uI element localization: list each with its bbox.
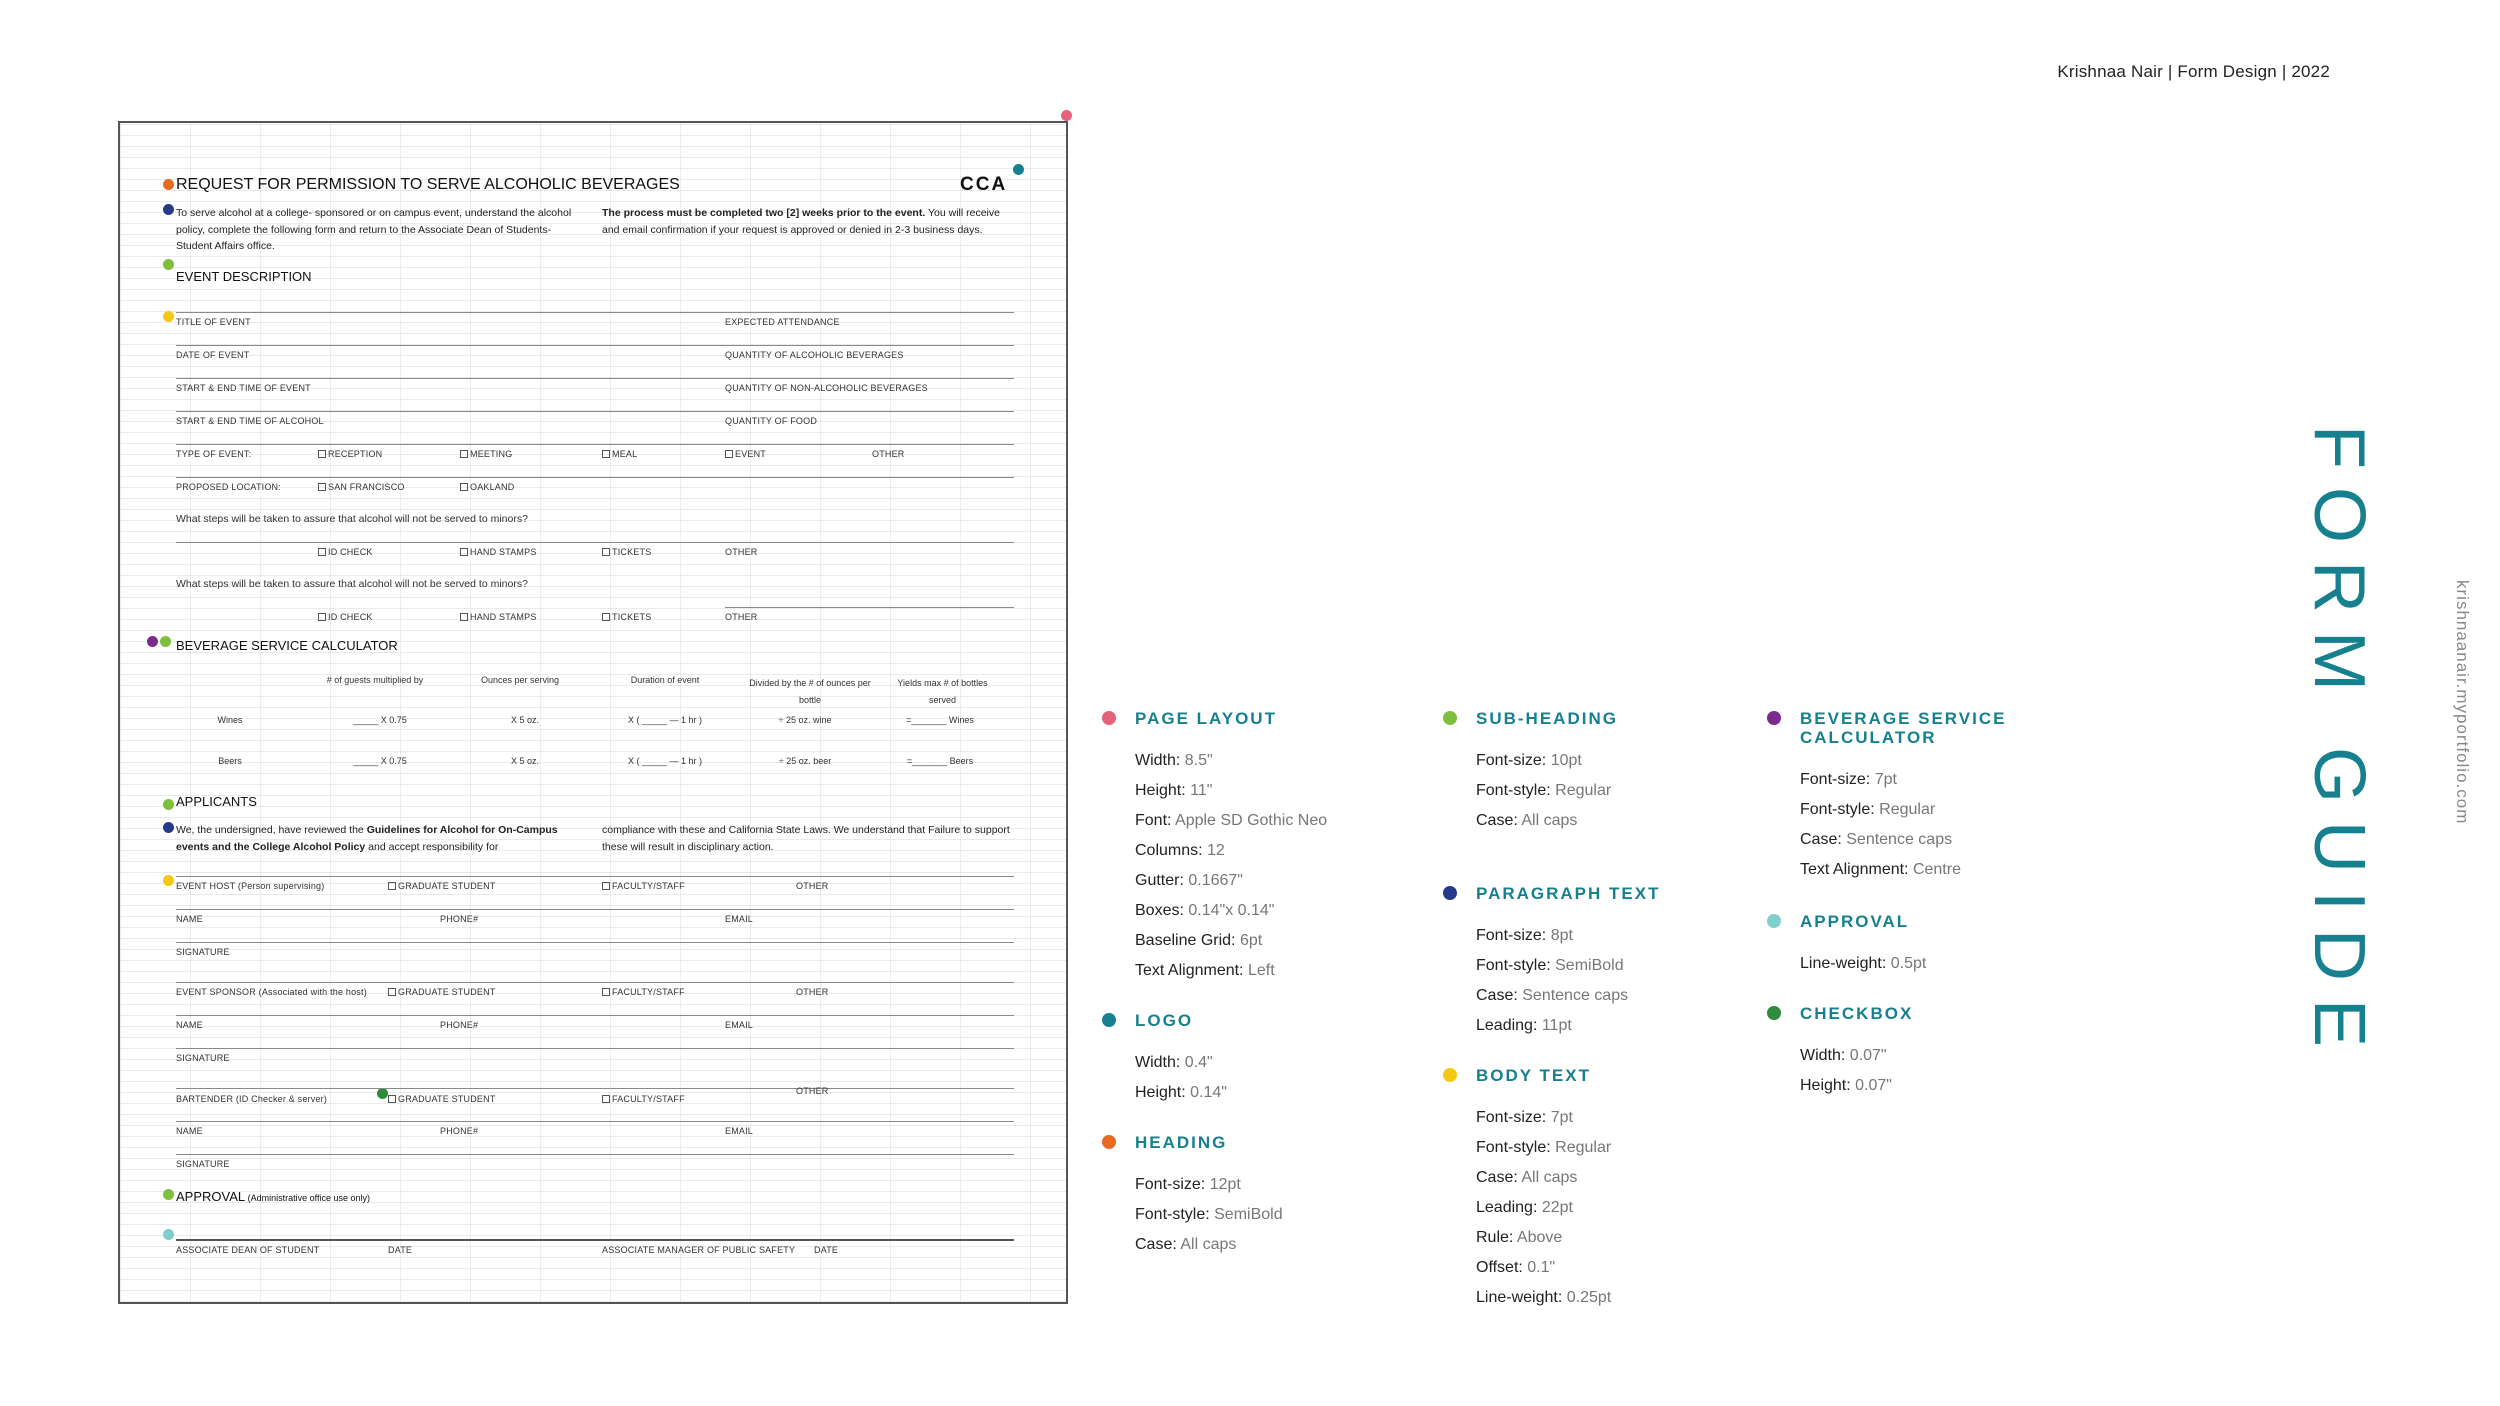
rule [176, 345, 1014, 346]
calc-row-label: Beers [218, 756, 242, 766]
checkbox-label: HAND STAMPS [470, 612, 537, 622]
rule [176, 312, 1014, 313]
spec-value: 0.07" [1845, 1047, 1887, 1064]
checkbox-faculty-staff[interactable] [602, 987, 685, 997]
portfolio-url[interactable]: krishnaanair.myportfolio.com [2453, 580, 2472, 825]
cca-logo: CCA [960, 174, 1008, 195]
rule [176, 909, 1014, 910]
field-phone[interactable]: PHONE# [440, 1020, 479, 1030]
calc-header: Ounces per serving [480, 675, 560, 685]
spec-line [1476, 951, 1660, 981]
guide-body-text [1476, 1066, 1611, 1313]
spec-value: Left [1243, 962, 1275, 979]
rule [176, 411, 1014, 412]
spec-key: Height: [1135, 1084, 1186, 1101]
spec-line [1135, 956, 1327, 986]
guide-heading: HEADING [1135, 1133, 1228, 1152]
calc-ounces: X 5 oz. [510, 756, 539, 766]
checkbox-label: TICKETS [612, 547, 652, 557]
body-dot [1443, 1068, 1457, 1082]
applicants-text: and accept responsibility for [365, 840, 499, 853]
role-note: (Associated with the host) [255, 987, 367, 997]
spec-line [1800, 825, 2030, 855]
spec-line [1135, 896, 1327, 926]
field-sponsor-other[interactable]: OTHER [796, 987, 829, 997]
approval-dot [1767, 914, 1781, 928]
intro-right [602, 205, 1012, 238]
paragraph-marker-dot [163, 204, 174, 215]
field-start-end-event[interactable]: START & END TIME OF EVENT [176, 383, 311, 393]
heading-marker-dot [163, 179, 174, 190]
field-expected-attendance[interactable]: EXPECTED ATTENDANCE [725, 317, 840, 327]
checkbox-dot [1767, 1006, 1781, 1020]
field-type-other[interactable]: OTHER [872, 449, 905, 459]
approval-marker-dot [163, 1229, 174, 1240]
guide-paragraph-text [1476, 884, 1660, 1041]
spec-value: 10pt [1546, 752, 1582, 769]
spec-line [1476, 921, 1660, 951]
checkbox-box[interactable] [602, 988, 610, 996]
calc-divisor: ÷ 25 oz. wine [778, 715, 832, 725]
field-name[interactable]: NAME [176, 914, 203, 924]
field-signature[interactable]: SIGNATURE [176, 1053, 230, 1063]
checkbox-box[interactable] [725, 450, 733, 458]
logo-dot [1102, 1013, 1116, 1027]
spec-key: Width: [1800, 1047, 1846, 1064]
spec-key: Font: [1135, 812, 1172, 829]
field-qty-alcoholic[interactable]: QUANTITY OF ALCOHOLIC BEVERAGES [725, 350, 904, 360]
guide-heading: CHECKBOX [1800, 1004, 1914, 1023]
guide-heading: BEVERAGE SERVICE CALCULATOR [1800, 709, 2007, 747]
checkbox-meeting[interactable] [460, 449, 512, 459]
field-qty-food[interactable]: QUANTITY OF FOOD [725, 416, 818, 426]
spec-key: Font-style: [1476, 1139, 1551, 1156]
guide-heading: BODY TEXT [1476, 1066, 1591, 1085]
spec-value: All caps [1176, 1236, 1237, 1253]
spec-value: Above [1513, 1229, 1563, 1246]
spec-value: Regular [1874, 801, 1936, 818]
body-marker-dot [163, 311, 174, 322]
checkbox-faculty-staff[interactable] [602, 881, 685, 891]
field-qty-non-alcoholic[interactable]: QUANTITY OF NON-ALCOHOLIC BEVERAGES [725, 383, 928, 393]
spec-line [1135, 746, 1327, 776]
spec-line [1135, 1230, 1283, 1260]
spec-key: Case: [1800, 831, 1842, 848]
spec-line [1800, 1041, 1913, 1071]
field-host-other[interactable]: OTHER [796, 881, 829, 891]
checkbox-box[interactable] [318, 548, 326, 556]
checkbox-box[interactable] [602, 548, 610, 556]
spec-key: Height: [1135, 782, 1186, 799]
spec-key: Font-size: [1476, 1109, 1547, 1126]
spec-key: Line-weight: [1476, 1289, 1563, 1306]
field-manager-date[interactable]: DATE [814, 1245, 839, 1255]
spec-line [1476, 1133, 1611, 1163]
checkbox-box[interactable] [460, 450, 468, 458]
spec-line [1135, 836, 1327, 866]
spec-key: Font-style: [1476, 782, 1551, 799]
logo-marker-dot [1013, 164, 1024, 175]
steps-question: What steps will be taken to assure that alcohol will not be served to minors? [176, 513, 528, 525]
guide-logo [1135, 1011, 1227, 1108]
label-type-of-event: TYPE OF EVENT: [176, 449, 252, 459]
heading-dot [1102, 1135, 1116, 1149]
checkbox-box[interactable] [602, 450, 610, 458]
sub-heading-dot [1443, 711, 1457, 725]
checkbox-label: ID CHECK [328, 612, 373, 622]
calc-row-label: Wines [217, 715, 243, 725]
spec-line [1476, 1283, 1611, 1313]
guide-approval [1800, 912, 1926, 979]
body-marker-dot [163, 875, 174, 886]
rule [176, 542, 1014, 543]
checkbox-box[interactable] [602, 882, 610, 890]
spec-line [1476, 1193, 1611, 1223]
field-phone[interactable]: PHONE# [440, 1126, 479, 1136]
field-steps-other[interactable]: OTHER [725, 612, 758, 622]
checkbox-label: HAND STAMPS [470, 547, 537, 557]
rule [725, 607, 1014, 608]
spec-value: 0.25pt [1562, 1289, 1612, 1306]
label-proposed-location: PROPOSED LOCATION: [176, 482, 281, 492]
checkbox-label: RECEPTION [328, 449, 383, 459]
checkbox-graduate-student[interactable] [388, 987, 496, 997]
label-event-host [176, 881, 324, 891]
spec-key: Font-size: [1476, 752, 1547, 769]
field-start-end-alcohol[interactable]: START & END TIME OF ALCOHOL [176, 416, 324, 426]
approval-title: APPROVAL [176, 1189, 246, 1204]
checkbox-label: FACULTY/STAFF [612, 1094, 685, 1104]
checkbox-box[interactable] [460, 483, 468, 491]
rule [176, 1154, 1014, 1155]
spec-line [1476, 1163, 1611, 1193]
subheading-marker-dot [163, 259, 174, 270]
label-event-sponsor [176, 987, 367, 997]
rule [176, 378, 1014, 379]
approval-rule [176, 1239, 1014, 1241]
spec-key: Font-style: [1800, 801, 1875, 818]
spec-value: 0.14" [1185, 1084, 1227, 1101]
checkbox-oakland[interactable] [460, 482, 514, 492]
guide-heading: PAGE LAYOUT [1135, 709, 1277, 728]
spec-line [1135, 776, 1327, 806]
spec-value: 0.14"x 0.14" [1183, 902, 1275, 919]
spec-line [1135, 1048, 1227, 1078]
field-name[interactable]: NAME [176, 1126, 203, 1136]
section-applicants: APPLICANTS [176, 794, 257, 809]
calc-guests-input[interactable]: _____ X 0.75 [353, 756, 407, 766]
rule [176, 444, 1014, 445]
spec-line [1800, 1071, 1913, 1101]
spec-line [1476, 746, 1618, 776]
checkbox-label: GRADUATE STUDENT [398, 1094, 496, 1104]
checkbox-label: FACULTY/STAFF [612, 987, 685, 997]
spec-value: 0.1667" [1183, 872, 1243, 889]
role-label: EVENT SPONSOR [176, 987, 256, 997]
checkbox-box[interactable] [318, 613, 326, 621]
guide-heading: PARAGRAPH TEXT [1476, 884, 1661, 903]
spec-value: 8pt [1546, 927, 1573, 944]
spec-value: 22pt [1537, 1199, 1573, 1216]
spec-key: Case: [1135, 1236, 1177, 1253]
spec-value: Sentence caps [1841, 831, 1953, 848]
section-event-description: EVENT DESCRIPTION [176, 269, 312, 284]
checkbox-label: FACULTY/STAFF [612, 881, 685, 891]
checkbox-label: ID CHECK [328, 547, 373, 557]
guide-heading-spec [1135, 1133, 1283, 1260]
spec-value: 0.1" [1522, 1259, 1556, 1276]
spec-key: Boxes: [1135, 902, 1184, 919]
spec-key: Case: [1476, 987, 1518, 1004]
rule [176, 477, 1014, 478]
calc-duration-input[interactable]: X ( _____ — 1 hr ) [627, 756, 703, 766]
guide-sub-heading [1476, 709, 1618, 836]
checkbox-meal[interactable] [602, 449, 637, 459]
spec-value: All caps [1517, 1169, 1578, 1186]
rule [176, 982, 1014, 983]
field-signature[interactable]: SIGNATURE [176, 1159, 230, 1169]
spec-value: 0.5pt [1886, 955, 1927, 972]
spec-key: Columns: [1135, 842, 1203, 859]
field-steps-other[interactable]: OTHER [725, 547, 758, 557]
checkbox-box[interactable] [388, 882, 396, 890]
checkbox-label: GRADUATE STUDENT [398, 881, 496, 891]
checkbox-marker-dot [377, 1088, 388, 1099]
guide-heading: APPROVAL [1800, 912, 1910, 931]
field-date-of-event[interactable]: DATE OF EVENT [176, 350, 250, 360]
field-phone[interactable]: PHONE# [440, 914, 479, 924]
rule [176, 876, 1014, 877]
calc-guests-input[interactable]: _____ X 0.75 [353, 715, 407, 725]
checkbox-label: GRADUATE STUDENT [398, 987, 496, 997]
calc-divisor: ÷ 25 oz. beer [778, 756, 832, 766]
spec-value: Regular [1550, 782, 1612, 799]
rule [176, 1088, 1014, 1089]
calculator-marker-dot [147, 636, 158, 647]
label-bartender [176, 1094, 327, 1104]
spec-line [1135, 1200, 1283, 1230]
spec-line [1135, 1078, 1227, 1108]
spec-line [1800, 855, 2030, 885]
spec-value: Apple SD Gothic Neo [1171, 812, 1328, 829]
spec-value: 12 [1202, 842, 1225, 859]
spec-key: Font-style: [1476, 957, 1551, 974]
spec-line [1800, 949, 1926, 979]
checkbox-hand-stamps[interactable] [460, 547, 537, 557]
checkbox-label: SAN FRANCISCO [328, 482, 405, 492]
form-guide-title: FORM GUIDE [2299, 425, 2379, 1065]
checkbox-box[interactable] [318, 450, 326, 458]
role-label: EVENT HOST [176, 881, 236, 891]
spec-line [1135, 926, 1327, 956]
checkbox-reception[interactable] [318, 449, 382, 459]
field-signature[interactable]: SIGNATURE [176, 947, 230, 957]
spec-key: Leading: [1476, 1199, 1538, 1216]
field-name[interactable]: NAME [176, 1020, 203, 1030]
applicants-right: compliance with these and California State Laws. We understand that Failure to support these will result in disciplinary action. [602, 824, 1010, 853]
checkbox-label: EVENT [735, 449, 767, 459]
checkbox-box[interactable] [460, 548, 468, 556]
spec-line [1476, 1223, 1611, 1253]
checkbox-id-check[interactable] [318, 612, 373, 622]
spec-value: SemiBold [1209, 1206, 1283, 1223]
field-email[interactable]: EMAIL [725, 914, 754, 924]
spec-key: Font-style: [1135, 1206, 1210, 1223]
spec-key: Font-size: [1800, 771, 1871, 788]
checkbox-hand-stamps[interactable] [460, 612, 537, 622]
checkbox-box[interactable] [602, 1095, 610, 1103]
calc-duration-input[interactable]: X ( _____ — 1 hr ) [627, 715, 703, 725]
guide-checkbox [1800, 1004, 1913, 1101]
field-title-of-event[interactable]: TITLE OF EVENT [176, 317, 251, 327]
field-associate-manager[interactable]: ASSOCIATE MANAGER OF PUBLIC SAFETY [602, 1245, 796, 1255]
page-layout-marker-dot [1061, 110, 1072, 121]
checkbox-tickets[interactable] [602, 547, 651, 557]
spec-value: 11pt [1537, 1017, 1572, 1034]
spec-key: Height: [1800, 1077, 1851, 1094]
checkbox-label: OAKLAND [470, 482, 515, 492]
checkbox-box[interactable] [602, 613, 610, 621]
spec-value: Sentence caps [1517, 987, 1629, 1004]
intro-right-text: You will receive and email confirmation if your request is approved or denied in 2-3 business days. [602, 207, 1000, 236]
field-associate-dean[interactable]: ASSOCIATE DEAN OF STUDENT [176, 1245, 320, 1255]
calc-ounces: X 5 oz. [510, 715, 539, 725]
paragraph-marker-dot [163, 822, 174, 833]
spec-line [1476, 1103, 1611, 1133]
spec-value: 0.07" [1850, 1077, 1892, 1094]
applicants-text: We, the undersigned, have reviewed the [176, 824, 367, 836]
calculator-dot [1767, 711, 1781, 725]
spec-key: Font-size: [1135, 1176, 1206, 1193]
spec-value: 11" [1185, 782, 1213, 799]
subheading-marker-dot [163, 799, 174, 810]
spec-value: 8.5" [1180, 752, 1213, 769]
calc-header: Yields max # of bottles served [897, 678, 988, 705]
checkbox-box[interactable] [388, 1095, 396, 1103]
form-title: REQUEST FOR PERMISSION TO SERVE ALCOHOLIC BEVERAGES [176, 176, 680, 193]
checkbox-label: MEAL [612, 449, 638, 459]
spec-key: Rule: [1476, 1229, 1514, 1246]
checkbox-faculty-staff[interactable] [602, 1094, 685, 1104]
spec-value: SemiBold [1550, 957, 1624, 974]
form-sheet [118, 121, 1068, 1304]
checkbox-event[interactable] [725, 449, 766, 459]
checkbox-box[interactable] [460, 613, 468, 621]
credit-line: Krishnaa Nair | Form Design | 2022 [2057, 62, 2330, 81]
spec-line [1135, 866, 1327, 896]
spec-key: Leading: [1476, 1017, 1538, 1034]
checkbox-san-francisco[interactable] [318, 482, 405, 492]
checkbox-tickets[interactable] [602, 612, 651, 622]
rule [176, 1015, 1014, 1016]
calc-header: Duration of event [630, 675, 700, 685]
spec-key: Font-size: [1476, 927, 1547, 944]
guide-page-layout [1135, 709, 1327, 986]
intro-left: To serve alcohol at a college- sponsored or on campus event, understand the alcohol policy, complete the following form and return to the Associate Dean of Students- Student Affairs office. [176, 207, 572, 252]
spec-line [1476, 806, 1618, 836]
checkbox-label: MEETING [470, 449, 513, 459]
spec-line [1476, 1253, 1611, 1283]
approval-note: (Administrative office use only) [245, 1193, 371, 1203]
calc-header: Divided by the # of ounces per bottle [749, 678, 871, 705]
subheading-marker-dot [163, 1189, 174, 1200]
spec-line [1476, 1011, 1660, 1041]
steps-question: What steps will be taken to assure that alcohol will not be served to minors? [176, 578, 528, 590]
spec-value: 12pt [1205, 1176, 1241, 1193]
calc-result-input[interactable]: =_______ Wines [906, 715, 974, 725]
spec-key: Width: [1135, 752, 1181, 769]
spec-key: Line-weight: [1800, 955, 1887, 972]
spec-line [1135, 1170, 1283, 1200]
checkbox-graduate-student[interactable] [388, 1094, 496, 1104]
spec-key: Width: [1135, 1054, 1181, 1071]
calc-result-input[interactable]: =_______ Beers [906, 756, 974, 766]
field-email[interactable]: EMAIL [725, 1020, 754, 1030]
subheading-marker-dot [160, 636, 171, 647]
spec-value: Centre [1908, 861, 1961, 878]
calc-header: # of guests multiplied by [326, 675, 424, 685]
intro-right-bold: The process must be completed two [2] weeks prior to the event. [602, 207, 926, 219]
role-note: (ID Checker & server) [233, 1094, 328, 1104]
spec-value: 7pt [1546, 1109, 1573, 1126]
field-dean-date[interactable]: DATE [388, 1245, 413, 1255]
spec-key: Text Alignment: [1800, 861, 1909, 878]
checkbox-box[interactable] [318, 483, 326, 491]
field-email[interactable]: EMAIL [725, 1126, 754, 1136]
spec-line [1476, 776, 1618, 806]
field-bartender-other[interactable]: OTHER [796, 1086, 829, 1096]
checkbox-graduate-student[interactable] [388, 881, 496, 891]
rule [176, 1048, 1014, 1049]
checkbox-label: TICKETS [612, 612, 652, 622]
spec-key: Gutter: [1135, 872, 1184, 889]
spec-key: Baseline Grid: [1135, 932, 1236, 949]
spec-value: Regular [1550, 1139, 1612, 1156]
spec-value: 0.4" [1180, 1054, 1213, 1071]
rule [176, 1121, 1014, 1122]
checkbox-box[interactable] [388, 988, 396, 996]
section-beverage-calculator: BEVERAGE SERVICE CALCULATOR [176, 638, 398, 653]
applicants-left [176, 822, 586, 855]
spec-line [1800, 765, 2030, 795]
spec-value: 7pt [1870, 771, 1897, 788]
role-label: BARTENDER [176, 1094, 234, 1104]
spec-key: Case: [1476, 812, 1518, 829]
role-note: (Person supervising) [235, 881, 325, 891]
spec-key: Case: [1476, 1169, 1518, 1186]
spec-line [1135, 806, 1327, 836]
spec-value: 6pt [1235, 932, 1263, 949]
spec-line [1800, 795, 2030, 825]
guide-heading: SUB-HEADING [1476, 709, 1618, 728]
guide-heading: LOGO [1135, 1011, 1194, 1030]
guide-beverage-calculator [1800, 709, 2030, 885]
checkbox-id-check[interactable] [318, 547, 373, 557]
paragraph-dot [1443, 886, 1457, 900]
spec-key: Offset: [1476, 1259, 1523, 1276]
rule [176, 942, 1014, 943]
spec-key: Text Alignment: [1135, 962, 1244, 979]
spec-value: All caps [1517, 812, 1578, 829]
section-approval [176, 1189, 370, 1204]
page-layout-dot [1102, 711, 1116, 725]
spec-line [1476, 981, 1660, 1011]
applicants-bold: Guidelines for Alcohol for On-Campus events and the College Alcohol Policy [176, 824, 558, 853]
